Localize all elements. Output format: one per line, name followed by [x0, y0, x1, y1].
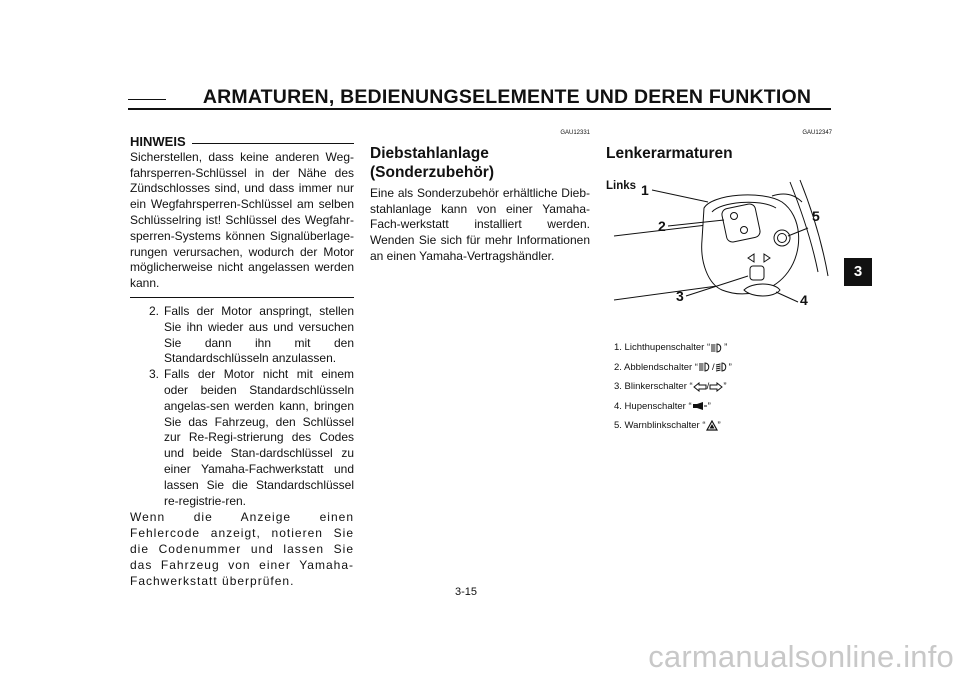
list-item	[130, 304, 354, 367]
legend-item-1	[614, 338, 732, 358]
turn-left-icon	[693, 382, 707, 392]
section-text: Eine als Sonderzubehör erhältliche Dieb-stahlanlage kann von einer Yamaha-Fach-werkstatt installiert werden. Wenden Sie sich für mehr Informationen an einen Yamaha-Vertragshändler.	[370, 185, 590, 263]
hazard-icon	[706, 420, 718, 431]
legend-label-1: 1. Lichthupenschalter “	[614, 342, 711, 353]
subheading: Links	[606, 179, 637, 192]
step-number: 3.	[148, 367, 159, 382]
legend-label-4: 4. Hupenschalter “	[614, 400, 692, 412]
legend-quote-close: ”	[717, 420, 721, 431]
legend-item-2	[614, 358, 732, 378]
callout-4: 4	[800, 292, 808, 308]
low-beam-icon	[715, 362, 729, 372]
legend-quote-close: ”	[723, 381, 727, 392]
closing-paragraph: Wenn die Anzeige einen Fehlercode anzeigt, notieren Sie die Codenummer und lassen Sie das Fahrzeug von einer Yamaha-Fachwerkstatt überprüfen.	[130, 510, 354, 588]
legend-quote-close: ”	[724, 342, 728, 353]
legend-item-3	[614, 377, 732, 397]
page-title: ARMATUREN, BEDIENUNGSELEMENTE UND DEREN FUNKTION	[202, 86, 812, 108]
legend-quote-close: ”	[728, 361, 732, 373]
list-item	[130, 367, 354, 509]
callout-3: 3	[676, 288, 684, 304]
legend-label-5: 5. Warnblinkschalter “	[614, 420, 706, 431]
title-rule	[128, 108, 831, 110]
note-end-rule	[130, 297, 354, 298]
legend-slash: /	[706, 381, 710, 392]
legend-quote-close: ”	[707, 400, 711, 412]
chapter-tab[interactable]: 3	[844, 258, 872, 286]
legend-label-3: 3. Blinkerschalter “	[614, 381, 693, 392]
step-text: Falls der Motor nicht mit einem oder beiden Standardschlüsseln angelas-sen werden kann, bringen Sie das Fahrzeug, den Schlüssel zur Re-Regi-strierung des Codes und beide Stan-dardschlüssel zu einer Yamaha-Fachwerkstatt und lassen Sie die Standardschlüssel re-registrie-ren.	[164, 367, 354, 508]
step-text: Falls der Motor anspringt, stellen Sie ihn wieder aus und versuchen Sie dann ihn mit den Standardschlüsseln anzulassen.	[164, 303, 354, 366]
section-title: Diebstahlanlage (Sonderzubehör)	[370, 144, 494, 181]
section-code: GAU12331	[560, 130, 590, 136]
legend-label-2: 2. Abblendschalter “	[614, 361, 698, 373]
note-heading-rule	[192, 143, 354, 144]
watermark: carmanualsonline.info	[648, 639, 954, 674]
note-heading-label: HINWEIS	[130, 134, 186, 149]
high-beam-icon	[698, 362, 712, 372]
legend-slash: /	[711, 361, 715, 373]
legend	[614, 338, 732, 436]
callout-5: 5	[812, 208, 820, 224]
page-number: 3-15	[455, 586, 478, 598]
turn-right-icon	[709, 382, 723, 392]
note-text: Sicherstellen, dass keine anderen Weg-fahrsperren-Schlüssel in der Nähe des Zündschlosses sind, und dass immer nur ein Wegfahrsperren-Schlüssel am selben Schlüsselring ist! Schlüssel des Wegfahr-sperren-Systems können Signalüberlage-rungen verursachen, wodurch der Motor möglicherweise nicht angelassen werden kann.	[130, 149, 354, 291]
legend-item-4	[614, 397, 732, 417]
section-title: Lenkerarmaturen	[606, 144, 733, 162]
title-rule-top	[128, 99, 166, 100]
step-number: 2.	[148, 303, 159, 318]
callout-1: 1	[641, 182, 649, 198]
column-left	[130, 134, 354, 589]
section-code: GAU12347	[802, 130, 832, 136]
callout-2: 2	[658, 218, 666, 234]
note-heading	[130, 134, 354, 150]
horn-icon	[692, 401, 708, 411]
high-beam-icon	[710, 343, 724, 353]
column-middle	[370, 126, 590, 265]
legend-item-5	[614, 416, 732, 436]
